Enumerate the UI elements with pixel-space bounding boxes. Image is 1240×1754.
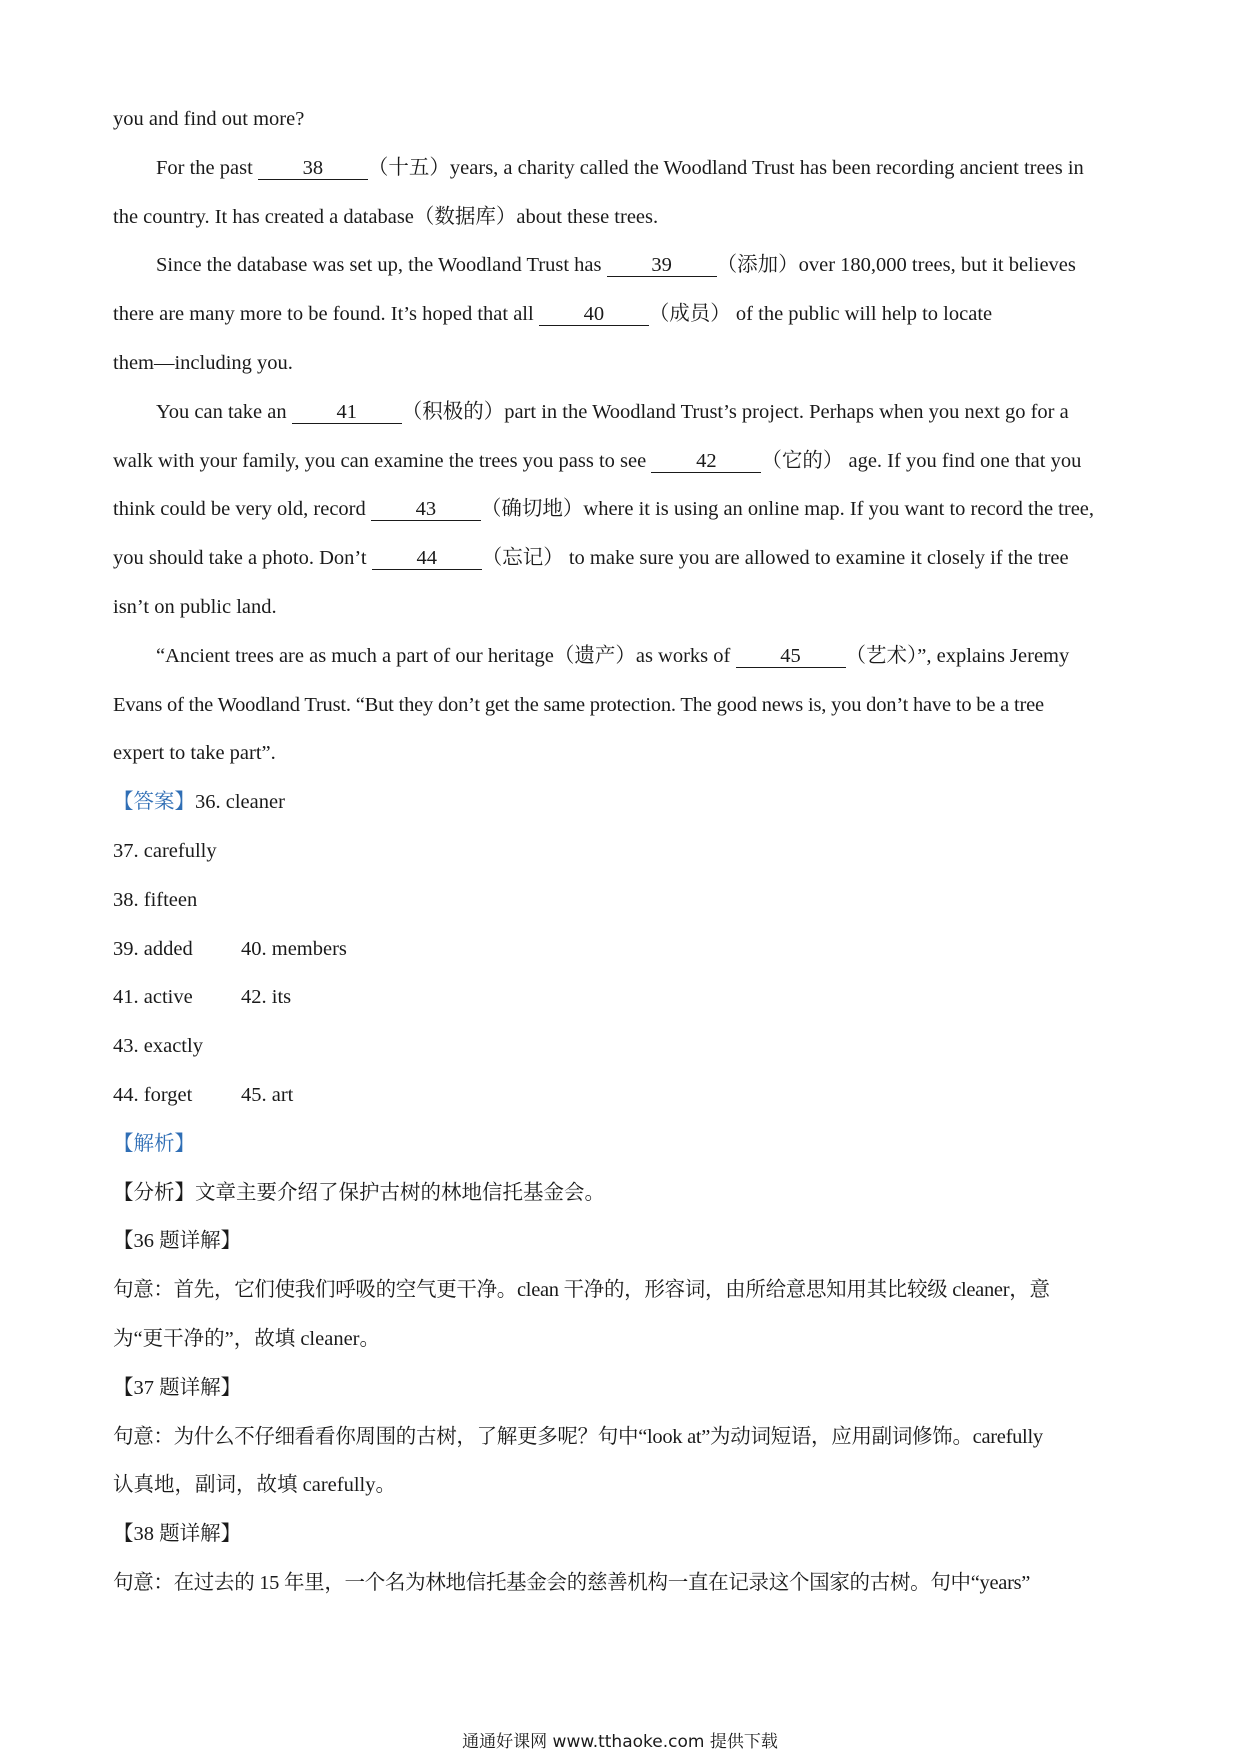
text-segment: （积极的）part in the Woodland Trust’s project. Perhaps when you next go for a [401,400,1069,423]
text-segment: For the past [156,156,258,179]
blank-40: 40 [539,303,649,326]
text-segment: （十五）years, a charity called the Woodland Trust has been recording ancient trees in [367,156,1084,179]
text-segment: Since the database was set up, the Woodland Trust has [156,254,607,277]
answer-41: 41. active [113,986,193,1009]
passage-line-43 [113,485,1133,534]
detail-heading-38: 【38 题详解】 [113,1523,242,1546]
text-segment: （艺术）”, explains Jeremy [845,644,1070,667]
answer-40: 40. members [241,937,347,960]
passage-line: them—including you. [113,351,293,374]
passage-line-39 [113,241,1133,290]
detail-text-36: 句意：首先，它们使我们呼吸的空气更干净。clean 干净的，形容词，由所给意思知用其比较级 cleaner，意 [113,1279,1050,1302]
passage-line: expert to take part”. [113,742,276,765]
analysis-summary: 【分析】文章主要介绍了保护古树的林地信托基金会。 [113,1181,605,1204]
passage-line-40 [113,290,1133,339]
text-segment: （添加）over 180,000 trees, but it believes [716,254,1076,277]
answer-line-44-45 [113,1071,1133,1120]
answer-38: 38. fifteen [113,888,198,911]
detail-heading-36: 【36 题详解】 [113,1230,242,1253]
blank-42: 42 [651,450,761,473]
blank-45: 45 [736,645,846,668]
text-segment: “Ancient trees are as much a part of our heritage（遗产）as works of [156,644,736,667]
text-segment: （成员） of the public will help to locate [648,303,993,326]
text-segment: you should take a photo. Don’t [113,547,372,570]
detail-text-37: 句意：为什么不仔细看看你周围的古树，了解更多呢？句中“look at”为动词短语，应用副词修饰。carefully [113,1425,1043,1448]
passage-line-45 [113,632,1133,681]
blank-39: 39 [607,254,717,277]
passage-line: isn’t on public land. [113,595,277,618]
document-body [113,95,1133,1608]
blank-38: 38 [258,157,368,180]
answer-tag: 【答案】 [113,791,195,814]
answer-45: 45. art [241,1083,294,1106]
analysis-tag: 【解析】 [113,1132,195,1155]
detail-text-38: 句意：在过去的 15 年里，一个名为林地信托基金会的慈善机构一直在记录这个国家的古树。句中“years” [113,1571,1031,1594]
passage-line: the country. It has created a database（数据库）about these trees. [113,205,659,228]
detail-heading-37: 【37 题详解】 [113,1376,242,1399]
text-segment: （它的） age. If you find one that you [761,449,1082,472]
text-segment: You can take an [156,400,292,423]
answer-36: 36. cleaner [195,791,285,814]
answer-39: 39. added [113,937,193,960]
text-segment: walk with your family, you can examine the trees you pass to see [113,449,652,472]
passage-line-38 [113,144,1133,193]
text-segment: think could be very old, record [113,498,371,521]
detail-text-37: 认真地，副词，故填 carefully。 [113,1474,396,1497]
passage-line-42 [113,437,1133,486]
answer-44: 44. forget [113,1083,193,1106]
text-segment: （忘记） to make sure you are allowed to examine it closely if the tree [481,547,1069,570]
passage-line: you and find out more? [113,108,305,130]
text-segment: （确切地）where it is using an online map. If you want to record the tree, [480,498,1095,521]
blank-41: 41 [292,401,402,424]
text-segment: there are many more to be found. It’s hoped that all [113,303,539,326]
answer-37: 37. carefully [113,839,217,862]
passage-line-44 [113,534,1133,583]
passage-line-41 [113,388,1133,437]
answer-line-41-42 [113,973,1133,1022]
answer-line-36 [113,778,1133,827]
detail-text-36: 为“更干净的”，故填 cleaner。 [113,1327,380,1350]
answer-line-39-40 [113,925,1133,974]
blank-44: 44 [372,547,482,570]
blank-43: 43 [371,498,481,521]
passage-line: Evans of the Woodland Trust. “But they don’t get the same protection. The good news is, you don’t have to be a tree [113,693,1044,716]
answer-43: 43. exactly [113,1035,203,1058]
page-footer: 通通好课网 www.tthaoke.com 提供下载 [462,1732,778,1752]
answer-42: 42. its [241,986,292,1009]
